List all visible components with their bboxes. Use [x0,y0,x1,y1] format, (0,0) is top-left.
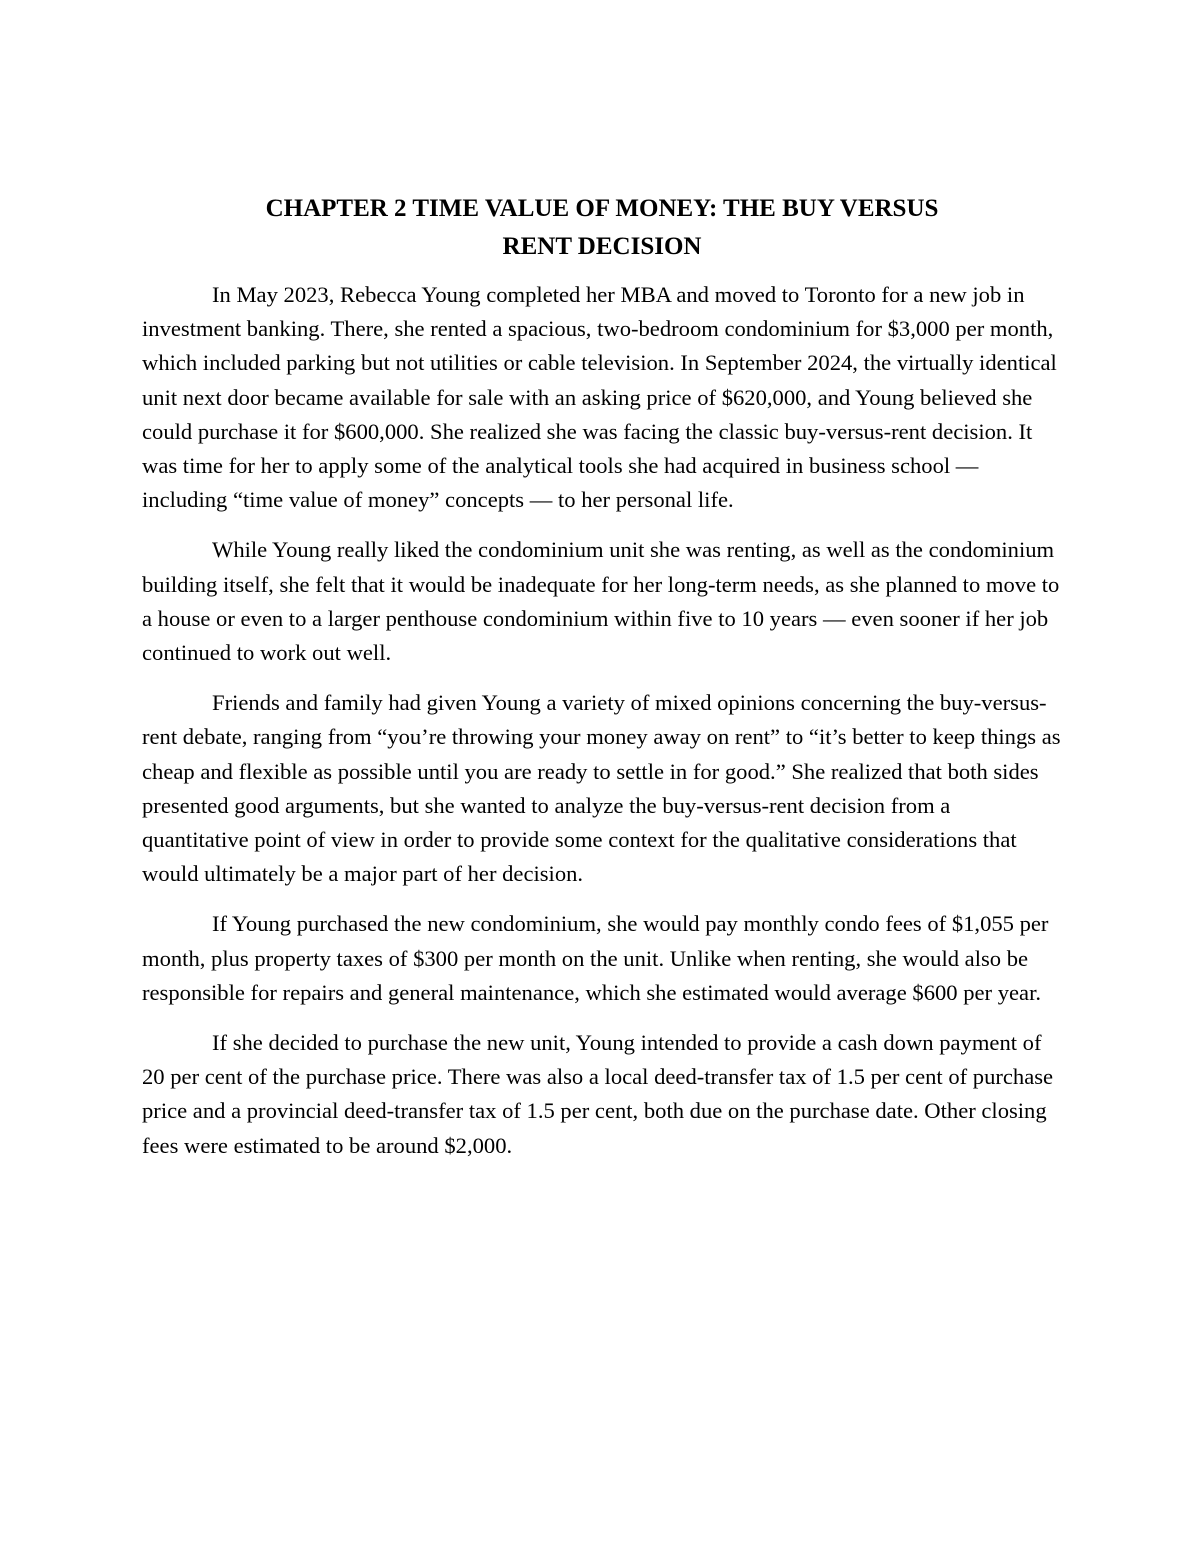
document-body [142,190,1062,1179]
paragraph-long-term-needs: While Young really liked the condominium unit she was renting, as well as the condominium building itself, she felt that it would be inadequate for her long-term needs, as she planned to move to a house or even to a larger penthouse condominium within five to 10 years — even sooner if her job continued to work out well. [142,537,1060,666]
paragraph-condo-fees: If Young purchased the new condominium, she would pay monthly condo fees of $1,055 per month, plus property taxes of $300 per month on the unit. Unlike when renting, she would also be responsible for repairs and general maintenance, which she estimated would average $600 per year. [142,911,1049,1005]
paragraph-down-payment: If she decided to purchase the new unit, Young intended to provide a cash down payment of 20 per cent of the purchase price. There was also a local deed-transfer tax of 1.5 per cent of purchase price and a provincial deed-transfer tax of 1.5 per cent, both due on the purchase date. Other closing fees were estimated to be around $2,000. [142,1030,1054,1158]
chapter-title [142,190,1062,266]
paragraph-intro: In May 2023, Rebecca Young completed her MBA and moved to Toronto for a new job in investment banking. There, she rented a spacious, two-bedroom condominium for $3,000 per month, which included parking but not utilities or cable television. In September 2024, the virtually identical unit next door became available for sale with an asking price of $620,000, and Young believed she could purchase it for $600,000. She realized she was facing the classic buy-versus-rent decision. It was time for her to apply some of the analytical tools she had acquired in business school — including “time value of money” concepts — to her personal life. [142,282,1057,513]
chapter-title-line-1: CHAPTER 2 TIME VALUE OF MONEY: THE BUY VERSUS [265,195,939,222]
paragraph-opinions: Friends and family had given Young a variety of mixed opinions concerning the buy-versus-rent debate, ranging from “you’re throwing your money away on rent” to “it’s better to keep things as cheap and flexible as possible until you are ready to settle in for good.” She realized that both sides presented good arguments, but she wanted to analyze the buy-versus-rent decision from a quantitative point of view in order to provide some context for the qualitative considerations that would ultimately be a major part of her decision. [142,690,1061,887]
chapter-title-line-2: RENT DECISION [502,233,702,260]
